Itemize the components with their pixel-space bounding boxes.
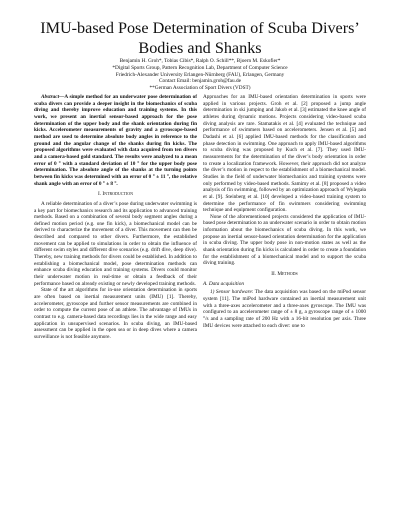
sensor-hardware-paragraph xyxy=(203,289,366,329)
paper-title xyxy=(20,18,380,58)
left-column xyxy=(34,94,197,341)
abstract-label: Abstract xyxy=(41,94,60,100)
author-names: Benjamin H. Groh*, Tobias Cibis*, Ralph O. Schill**, Bjoern M. Eskofier* xyxy=(119,58,281,64)
title-line-2: Bodies and Shanks xyxy=(138,39,262,57)
affiliation-2: Friedrich-Alexander University Erlangen-Nürnberg (FAU), Erlangen, Germany xyxy=(115,71,285,78)
introduction-heading: I. Introduction xyxy=(97,191,133,198)
affiliation-1: *Digital Sports Group, Pattern Recognition Lab, Department of Computer Science xyxy=(112,64,288,71)
affiliation-3: **German Association of Sport Divers (VDST) xyxy=(149,85,251,92)
abstract-text: —A simple method for an underwater pose determination of scuba divers can provide a deeper insight in the biomechanics of scuba diving and thereby improve education and training systems. In this work, we present an inertial sensor-based approach for the pose determination of the upper body and the shank orientation during fin kicks. Accelerometer measurements of gravity and a gyroscope-based method are used to determine absolute body angles in reference to the ground and the angular change of the shanks during fin kicks. The proposed algorithms were evaluated with data acquired from ten divers and a camera-based gold standard. The results were analyzed to a mean error of 0 ° with a standard deviation of 10 ° for the upper body pose determination. The absolute angle of the shanks at the turning points between fin kicks was determined with an error of 0 ° ± 11 °, the relative shank angle with an error of 0 ° ± 8 °. xyxy=(34,94,197,187)
intro-paragraph-1: A reliable determination of a diver’s pose during underwater swimming is a key part for biomechanics research and its application to advanced training methods. Based on a combination of several body segment angles during a defined motion period (e.g. one fin kick), a biomechanical model can be derived to characterize the movement of a diver. This movement can then be described and compared to other divers. Furthermore, the established movement can be applied to simulations in order to obtain the influence of different swim styles and different dive scenarios (e.g. drift dive, deep dive). Thereby, new training methods for divers could be established. In addition to establishing a biomechanical model, pose determination methods can enhance scuba diving education and training systems. Divers could monitor their underwater motion in real-time or obtain a feedback of their performance based on already existing or newly developed training methods. xyxy=(34,200,197,287)
contact-email: Contact Email: benjamin.groh@fau.de xyxy=(159,78,241,85)
sensor-hardware-label: 1) Sensor hardware xyxy=(210,289,252,296)
abstract xyxy=(34,94,197,187)
methods-heading: II. Methods xyxy=(271,271,298,278)
data-acquisition-heading: A. Data acquisition xyxy=(203,280,244,287)
intro-paragraph-2: State of the art algorithms for in-use orientation determination in sports are often based on inertial measurement units (IMU) [1]. Thereby, accelerometer, gyroscope and further sensor measurements are combined in order to compute the current pose of an athlete. The advantage of IMUs in contrast to e.g. camera-based data recordings lies in the wide range and easy application in unsupervised scenarios. In scuba diving, an IMU-based assessment can be applied in the open sea or in deep dives where a camera surveillance is not feasible anymore. xyxy=(34,287,197,340)
sensor-hardware-text: : The data acquisition was based on the miPod sensor system [11]. The miPod hardware contained an inertial measurement unit with a three-axes accelerometer and a three-axes gyroscope. The IMU was configured to an accelerometer range of ± 8 g, a gyroscope range of ± 1000 °/s and a sampling rate of 200 Hz with a 16-bit resolution per axis. Three IMU devices were attached to each diver: one to xyxy=(203,289,367,329)
author-block xyxy=(20,58,380,92)
related-work-paragraph: Approaches for an IMU-based orientation determination in sports were applied in various projects. Groh et al. [2] proposed a jump angle determination in ski jumping and Jakob et al. [3] estimated the knee angle of athletes during dynamic motions. Projects considering video-based scuba diving analysis are rare. Stamatakis et al. [4] evaluated the technique and performance of swimmers based on accelerometers. Jensen et al. [5] and Dadashi et al. [6] applied IMU-based methods for the classification and phase detection in swimming. One approach to apply IMU-based algorithms to scuba diving was proposed by Kuch et al. [7]. They used IMU-measurements for the determination of the diver’s body orientation in order to create a localization framework. However, their approach did not analyze the diver’s motion in respect to the establishment of a biomechanical model. Studies in the field of underwater biomechanics and training systems were only performed by video-based methods. Samimy et al. [8] proposed a video analysis of fin swimming, followed by an optimization approach of Wylegała et al. [9]. Steinberg et al. [10] developed a video-based training system to determine the performance of fin swimmers considering swimming technique and equipment configuration. xyxy=(203,94,366,214)
title-line-1: IMU-based Pose Determination of Scuba Divers’ xyxy=(40,19,360,37)
right-column xyxy=(203,94,366,329)
contribution-paragraph: None of the aforementioned projects considered the application of IMU-based pose determination to an underwater scenario in order to obtain motion information about the biomechanics of scuba diving. In this work, we propose an inertial sensor-based orientation determination for the application in scuba diving. The upper body pose in non-motion states as well as the shank orientation during fin kicks is calculated in order to create a foundation for the establishment of a biomechanical model and to support the scuba diving training. xyxy=(203,213,366,267)
